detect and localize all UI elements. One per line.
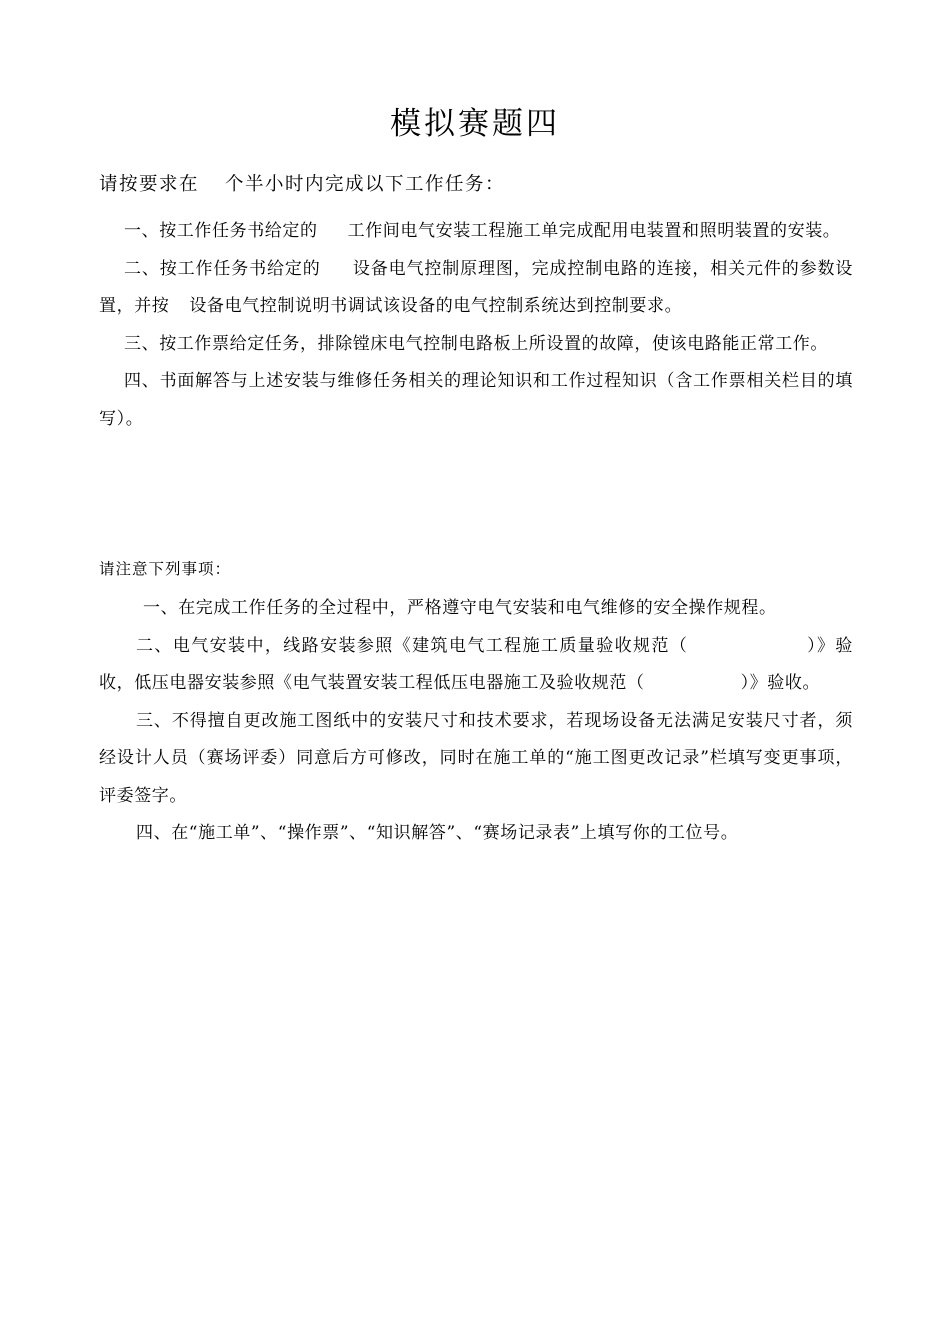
requirements-heading-part2: 个半小时内完成以下工作任务： [225, 174, 506, 195]
note-2-text-c: ）》验收。 [740, 673, 821, 693]
document-title: 模拟赛题四 [390, 106, 560, 142]
note-item-4: 四、在“施工单”、“操作票”、“知识解答”、“赛场记录表”上填写你的工位号。 [136, 823, 739, 843]
task-item-3: 三、按工作票给定任务，排除镗床电气控制电路板上所设置的故障，使该电路能正常工作。 [124, 333, 828, 354]
task-2-text-b: 设备电气控制原理图，完成控制电路的连接，相关元件的参数设置，并按 [99, 258, 853, 316]
note-2-text-b: ）》验收，低压电器安装参照《电气装置安装工程低压电器施工及验收规范（ [99, 635, 853, 693]
task-2-text-c: 设备电气控制说明书调试该设备的电气控制系统达到控制要求。 [189, 296, 683, 316]
notes-list [99, 590, 853, 853]
task-item-2 [99, 251, 853, 326]
task-2-text-a: 二、按工作任务书给定的 [124, 258, 321, 279]
task-item-1 [99, 213, 853, 251]
requirements-heading [99, 170, 505, 200]
note-2-text-a: 二、电气安装中，线路安装参照《建筑电气工程施工质量验收规范（ [136, 635, 689, 656]
note-item-2 [99, 628, 853, 703]
notes-heading: 请注意下列事项： [99, 560, 232, 578]
task-1-text-a: 一、按工作任务书给定的 [124, 221, 318, 241]
requirements-heading-part1: 请按要求在 [99, 174, 200, 195]
note-item-3: 三、不得擅自更改施工图纸中的安装尺寸和技术要求，若现场设备无法满足安装尺寸者，须经设计人员（赛场评委）同意后方可修改，同时在施工单的“施工图更改记录”栏填写变更事项，评委签字。 [99, 710, 853, 806]
note-item-1: 一、在完成工作任务的全过程中，严格遵守电气安装和电气维修的安全操作规程。 [143, 598, 777, 618]
task-1-text-b: 工作间电气安装工程施工单完成配用电装置和照明装置的安装。 [347, 221, 841, 241]
task-item-4: 四、书面解答与上述安装与维修任务相关的理论知识和工作过程知识（含工作票相关栏目的填写）。 [99, 371, 853, 429]
task-list [99, 213, 853, 438]
